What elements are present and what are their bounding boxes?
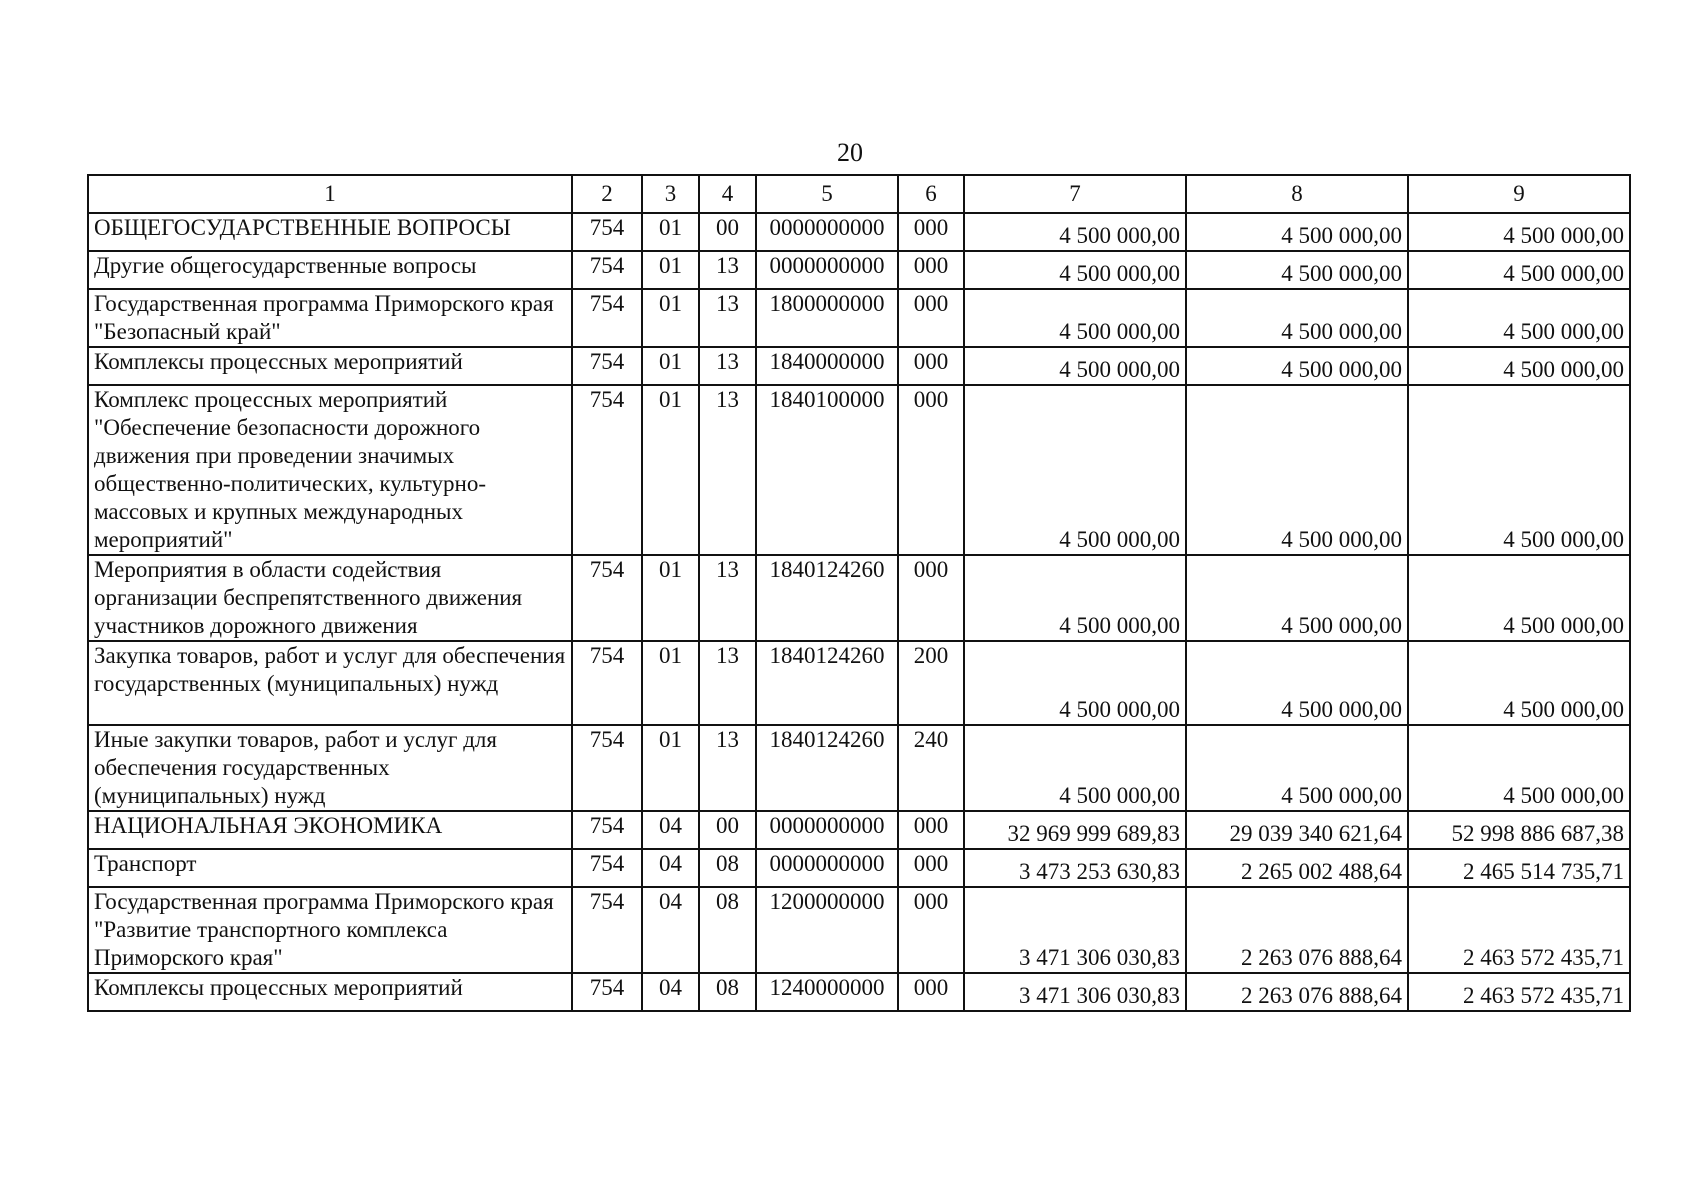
row-code-5: 0000000000 bbox=[756, 811, 898, 849]
row-code-6: 000 bbox=[898, 849, 964, 887]
row-code-4: 13 bbox=[699, 725, 756, 811]
budget-table bbox=[87, 174, 1631, 1012]
header-cell: 3 bbox=[642, 175, 699, 213]
row-code-2: 754 bbox=[572, 251, 642, 289]
row-code-2: 754 bbox=[572, 725, 642, 811]
row-amount-7: 4 500 000,00 bbox=[964, 641, 1186, 725]
row-code-5: 1840124260 bbox=[756, 725, 898, 811]
row-amount-9: 4 500 000,00 bbox=[1408, 251, 1630, 289]
row-code-4: 00 bbox=[699, 213, 756, 251]
row-name: Транспорт bbox=[88, 849, 572, 887]
row-code-6: 000 bbox=[898, 555, 964, 641]
row-amount-9: 2 463 572 435,71 bbox=[1408, 973, 1630, 1011]
row-code-3: 01 bbox=[642, 725, 699, 811]
table-row bbox=[88, 251, 1630, 289]
row-name: Комплекс процессных мероприятий "Обеспечение безопасности дорожного движения при проведении значимых общественно-политических, культурно-массовых и крупных международных мероприятий" bbox=[88, 385, 572, 555]
row-code-4: 13 bbox=[699, 347, 756, 385]
row-amount-8: 4 500 000,00 bbox=[1186, 385, 1408, 555]
table-row bbox=[88, 887, 1630, 973]
row-code-2: 754 bbox=[572, 973, 642, 1011]
row-code-3: 04 bbox=[642, 811, 699, 849]
row-code-2: 754 bbox=[572, 213, 642, 251]
row-code-5: 1840124260 bbox=[756, 555, 898, 641]
row-amount-7: 3 471 306 030,83 bbox=[964, 973, 1186, 1011]
row-code-2: 754 bbox=[572, 811, 642, 849]
row-code-5: 0000000000 bbox=[756, 849, 898, 887]
row-name: Мероприятия в области содействия организации беспрепятственного движения участников дорожного движения bbox=[88, 555, 572, 641]
row-code-6: 000 bbox=[898, 347, 964, 385]
row-code-5: 0000000000 bbox=[756, 213, 898, 251]
row-code-3: 04 bbox=[642, 887, 699, 973]
row-code-4: 13 bbox=[699, 385, 756, 555]
table-row bbox=[88, 811, 1630, 849]
row-code-3: 01 bbox=[642, 385, 699, 555]
row-amount-8: 4 500 000,00 bbox=[1186, 251, 1408, 289]
row-code-4: 08 bbox=[699, 849, 756, 887]
row-code-3: 01 bbox=[642, 251, 699, 289]
row-code-6: 000 bbox=[898, 289, 964, 347]
row-code-3: 01 bbox=[642, 641, 699, 725]
row-amount-7: 32 969 999 689,83 bbox=[964, 811, 1186, 849]
header-cell: 2 bbox=[572, 175, 642, 213]
row-amount-9: 52 998 886 687,38 bbox=[1408, 811, 1630, 849]
row-amount-7: 4 500 000,00 bbox=[964, 289, 1186, 347]
header-cell: 6 bbox=[898, 175, 964, 213]
row-amount-8: 4 500 000,00 bbox=[1186, 289, 1408, 347]
row-code-2: 754 bbox=[572, 555, 642, 641]
row-amount-9: 4 500 000,00 bbox=[1408, 347, 1630, 385]
row-code-5: 1200000000 bbox=[756, 887, 898, 973]
row-name: НАЦИОНАЛЬНАЯ ЭКОНОМИКА bbox=[88, 811, 572, 849]
row-code-5: 1800000000 bbox=[756, 289, 898, 347]
row-amount-9: 4 500 000,00 bbox=[1408, 213, 1630, 251]
row-amount-7: 4 500 000,00 bbox=[964, 251, 1186, 289]
row-name: ОБЩЕГОСУДАРСТВЕННЫЕ ВОПРОСЫ bbox=[88, 213, 572, 251]
row-code-3: 01 bbox=[642, 555, 699, 641]
row-code-5: 1840000000 bbox=[756, 347, 898, 385]
row-code-2: 754 bbox=[572, 641, 642, 725]
table-row bbox=[88, 213, 1630, 251]
row-amount-8: 4 500 000,00 bbox=[1186, 347, 1408, 385]
row-code-6: 000 bbox=[898, 973, 964, 1011]
page-number: 20 bbox=[837, 138, 863, 167]
row-amount-8: 4 500 000,00 bbox=[1186, 555, 1408, 641]
row-code-6: 000 bbox=[898, 213, 964, 251]
row-code-5: 1840100000 bbox=[756, 385, 898, 555]
row-amount-9: 4 500 000,00 bbox=[1408, 641, 1630, 725]
row-code-6: 200 bbox=[898, 641, 964, 725]
row-code-4: 08 bbox=[699, 973, 756, 1011]
row-code-6: 000 bbox=[898, 251, 964, 289]
row-amount-7: 4 500 000,00 bbox=[964, 213, 1186, 251]
row-amount-8: 2 265 002 488,64 bbox=[1186, 849, 1408, 887]
header-cell: 1 bbox=[88, 175, 572, 213]
row-amount-7: 4 500 000,00 bbox=[964, 555, 1186, 641]
row-amount-9: 4 500 000,00 bbox=[1408, 555, 1630, 641]
table-row bbox=[88, 555, 1630, 641]
row-amount-7: 4 500 000,00 bbox=[964, 725, 1186, 811]
table-row bbox=[88, 849, 1630, 887]
row-amount-9: 2 465 514 735,71 bbox=[1408, 849, 1630, 887]
row-code-5: 1240000000 bbox=[756, 973, 898, 1011]
row-code-4: 00 bbox=[699, 811, 756, 849]
row-code-4: 13 bbox=[699, 289, 756, 347]
table-header-row bbox=[88, 175, 1630, 213]
row-code-2: 754 bbox=[572, 289, 642, 347]
row-amount-9: 4 500 000,00 bbox=[1408, 725, 1630, 811]
row-amount-9: 4 500 000,00 bbox=[1408, 289, 1630, 347]
header-cell: 7 bbox=[964, 175, 1186, 213]
row-code-2: 754 bbox=[572, 887, 642, 973]
table-row bbox=[88, 347, 1630, 385]
row-code-3: 04 bbox=[642, 973, 699, 1011]
row-code-3: 01 bbox=[642, 347, 699, 385]
row-code-3: 01 bbox=[642, 213, 699, 251]
row-amount-8: 4 500 000,00 bbox=[1186, 213, 1408, 251]
row-code-6: 240 bbox=[898, 725, 964, 811]
header-cell: 9 bbox=[1408, 175, 1630, 213]
table-row bbox=[88, 725, 1630, 811]
row-name: Государственная программа Приморского края "Развитие транспортного комплекса Приморского края" bbox=[88, 887, 572, 973]
header-cell: 4 bbox=[699, 175, 756, 213]
header-cell: 8 bbox=[1186, 175, 1408, 213]
row-name: Закупка товаров, работ и услуг для обеспечения государственных (муниципальных) нужд bbox=[88, 641, 572, 725]
row-amount-9: 4 500 000,00 bbox=[1408, 385, 1630, 555]
row-code-4: 13 bbox=[699, 251, 756, 289]
row-code-6: 000 bbox=[898, 385, 964, 555]
row-code-2: 754 bbox=[572, 385, 642, 555]
row-code-4: 08 bbox=[699, 887, 756, 973]
row-code-4: 13 bbox=[699, 641, 756, 725]
row-code-2: 754 bbox=[572, 849, 642, 887]
row-amount-9: 2 463 572 435,71 bbox=[1408, 887, 1630, 973]
row-amount-8: 29 039 340 621,64 bbox=[1186, 811, 1408, 849]
row-code-2: 754 bbox=[572, 347, 642, 385]
table-row bbox=[88, 289, 1630, 347]
table-row bbox=[88, 641, 1630, 725]
header-cell: 5 bbox=[756, 175, 898, 213]
row-name: Комплексы процессных мероприятий bbox=[88, 347, 572, 385]
row-amount-7: 3 473 253 630,83 bbox=[964, 849, 1186, 887]
row-name: Другие общегосударственные вопросы bbox=[88, 251, 572, 289]
row-code-6: 000 bbox=[898, 887, 964, 973]
row-amount-8: 4 500 000,00 bbox=[1186, 641, 1408, 725]
row-code-6: 000 bbox=[898, 811, 964, 849]
row-amount-8: 2 263 076 888,64 bbox=[1186, 973, 1408, 1011]
row-name: Государственная программа Приморского края "Безопасный край" bbox=[88, 289, 572, 347]
row-code-3: 04 bbox=[642, 849, 699, 887]
row-code-3: 01 bbox=[642, 289, 699, 347]
row-amount-7: 4 500 000,00 bbox=[964, 347, 1186, 385]
row-name: Комплексы процессных мероприятий bbox=[88, 973, 572, 1011]
row-code-4: 13 bbox=[699, 555, 756, 641]
row-code-5: 1840124260 bbox=[756, 641, 898, 725]
table-row bbox=[88, 973, 1630, 1011]
row-name: Иные закупки товаров, работ и услуг для обеспечения государственных (муниципальных) нужд bbox=[88, 725, 572, 811]
row-amount-7: 3 471 306 030,83 bbox=[964, 887, 1186, 973]
table-row bbox=[88, 385, 1630, 555]
row-code-5: 0000000000 bbox=[756, 251, 898, 289]
row-amount-7: 4 500 000,00 bbox=[964, 385, 1186, 555]
row-amount-8: 2 263 076 888,64 bbox=[1186, 887, 1408, 973]
row-amount-8: 4 500 000,00 bbox=[1186, 725, 1408, 811]
